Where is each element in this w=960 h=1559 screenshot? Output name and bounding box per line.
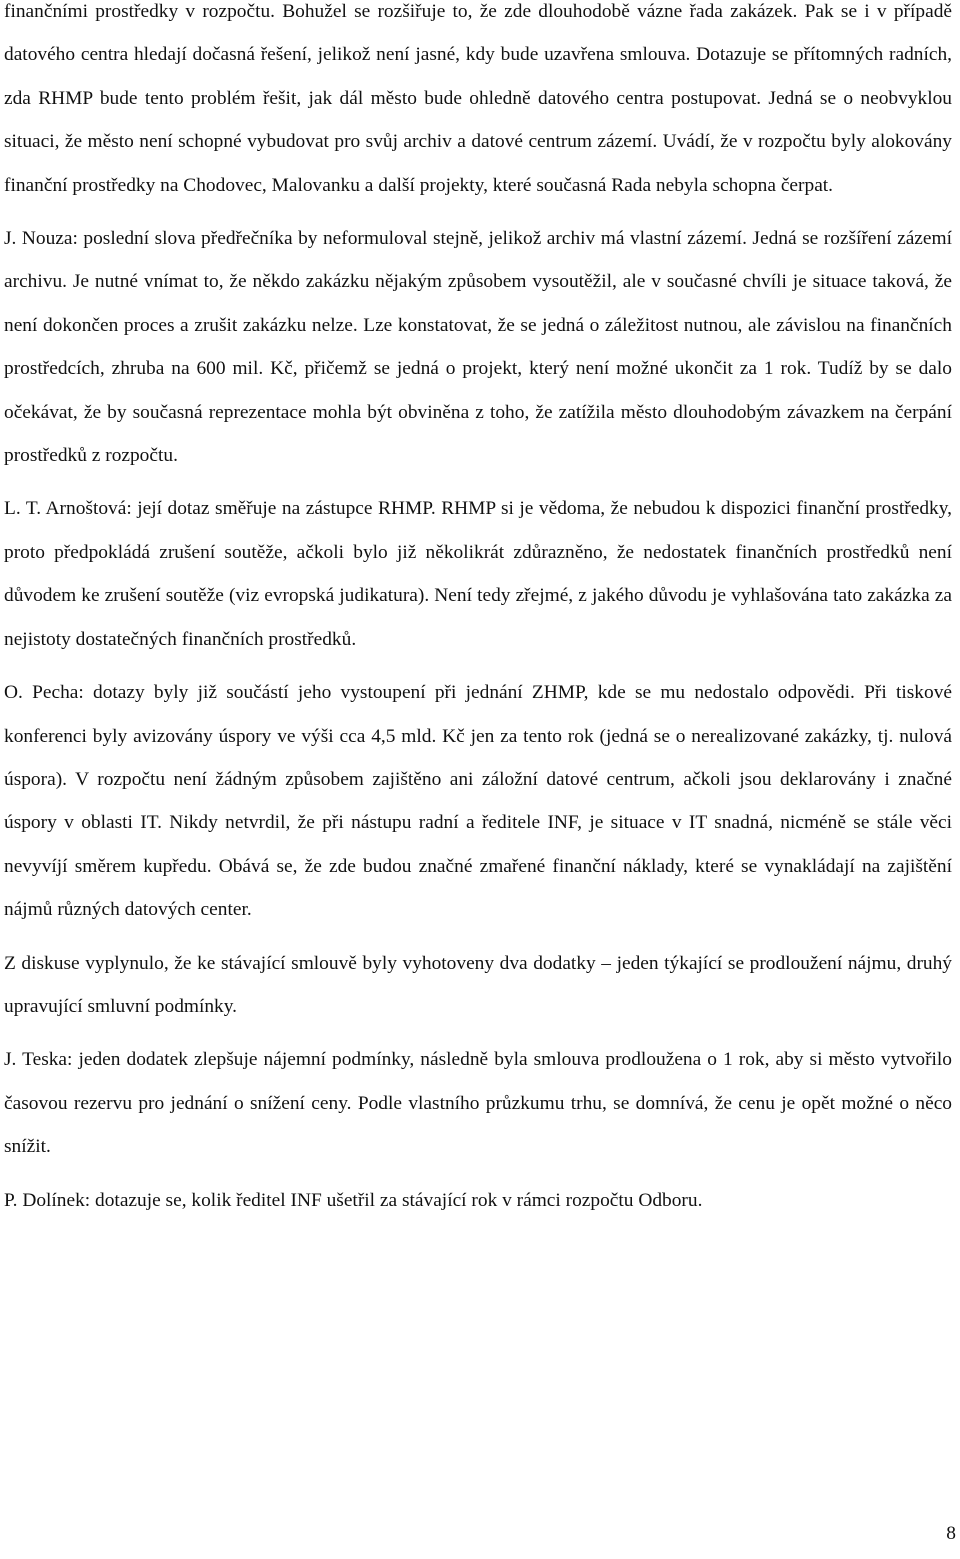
paragraph-discussion-summary: Z diskuse vyplynulo, že ke stávající smlouvě byly vyhotoveny dva dodatky – jeden týkající se prodloužení nájmu, druhý upravující smluvní podmínky. — [4, 952, 952, 1017]
paragraph-arnostova: L. T. Arnoštová: její dotaz směřuje na zástupce RHMP. RHMP si je vědoma, že nebudou k dispozici finanční prostředky, proto předpokládá zrušení soutěže, ačkoli bylo již několikrát zdůrazněno, že nedostatek finančních prostředků není důvodem ke zrušení soutěže (viz evropská judikatura). Není tedy zřejmé, z jakého důvodu je vyhlašována tato zakázka za nejistoty dostatečných finančních prostředků. — [4, 498, 952, 650]
paragraph-nouza: J. Nouza: poslední slova předřečníka by neformuloval stejně, jelikož archiv má vlastní zázemí. Jedná se rozšíření zázemí archivu. Je nutné vnímat to, že někdo zakázku nějakým způsobem vysoutěžil, ale v současné chvíli je situace taková, že není dokončen proces a zrušit zakázku nelze. Lze konstatovat, že se jedná o záležitost nutnou, ale závislou na finančních prostředcích, zhruba na 600 mil. Kč, přičemž se jedná o projekt, který není možné ukončit za 1 rok. Tudíž by se dalo očekávat, že by současná reprezentace mohla být obviněna z toho, že zatížila město dlouhodobým závazkem na čerpání prostředků z rozpočtu. — [4, 228, 952, 467]
paragraph-dolinek: P. Dolínek: dotazuje se, kolik ředitel INF ušetřil za stávající rok v rámci rozpočtu Odboru. — [4, 1189, 703, 1211]
paragraph-teska: J. Teska: jeden dodatek zlepšuje nájemní podmínky, následně byla smlouva prodloužena o 1 rok, aby si město vytvořilo časovou rezervu pro jednání o snížení ceny. Podle vlastního průzkumu trhu, se domnívá, že cenu je opět možné o něco snížit. — [4, 1049, 952, 1158]
page-number: 8 — [946, 1523, 956, 1544]
document-body — [4, 0, 952, 1222]
paragraph-pecha: O. Pecha: dotazy byly již součástí jeho vystoupení při jednání ZHMP, kde se mu nedostalo odpovědi. Při tiskové konferenci byly avizovány úspory ve výši cca 4,5 mld. Kč jen za tento rok (jedná se o nerealizované zakázky, tj. nulová úspora). V rozpočtu není žádným způsobem zajištěno ani záložní datové centrum, ačkoli jsou deklarovány i značné úspory v oblasti IT. Nikdy netvrdil, že při nástupu radní a ředitele INF, je situace v IT snadná, nicméně se stále věci nevyvíjí směrem kupředu. Obává se, že zde budou značné zmařené finanční náklady, které se vynakládají na zajištění nájmů různých datových center. — [4, 682, 952, 921]
paragraph-intro-continued: finančními prostředky v rozpočtu. Bohužel se rozšiřuje to, že zde dlouhodobě vázne řada zakázek. Pak se i v případě datového centra hledají dočasná řešení, jelikož není jasné, kdy bude uzavřena smlouva. Dotazuje se přítomných radních, zda RHMP bude tento problém řešit, jak dál město bude ohledně datového centra postupovat. Jedná se o neobvyklou situaci, že město není schopné vybudovat pro svůj archiv a datové centrum zázemí. Uvádí, že v rozpočtu byly alokovány finanční prostředky na Chodovec, Malovanku a další projekty, které současná Rada nebyla schopna čerpat. — [4, 1, 952, 196]
